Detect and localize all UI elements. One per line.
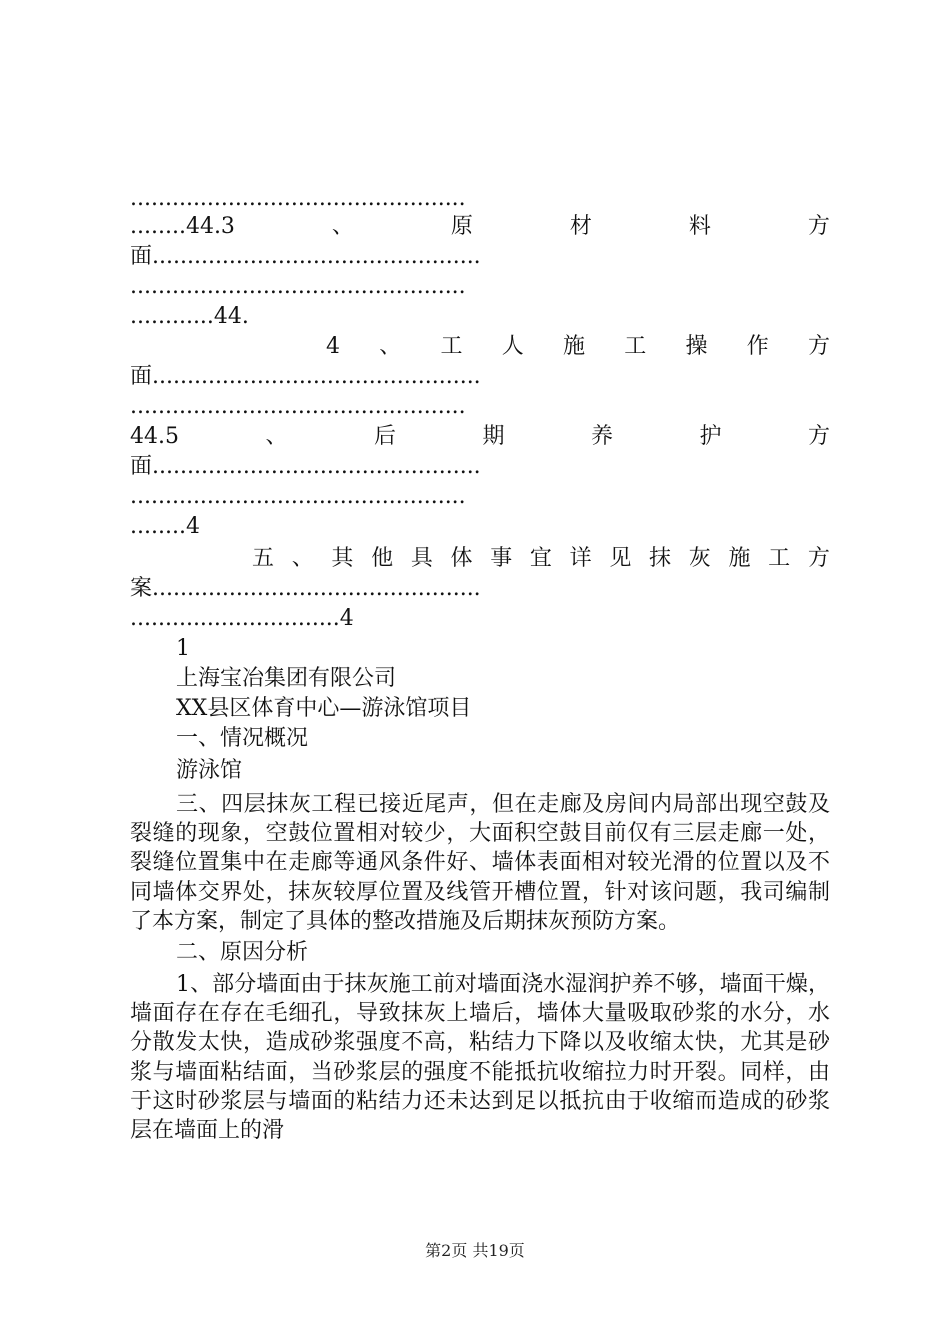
section-heading-cause: 二、原因分析 xyxy=(176,940,309,965)
toc-word: 44.5 xyxy=(130,424,179,449)
page-footer: 第2页 共19页 xyxy=(425,1241,525,1260)
toc-word: 五 xyxy=(252,546,275,571)
toc-word: 人 xyxy=(501,334,524,359)
toc-word: 事 xyxy=(490,546,513,571)
toc-word: 方 xyxy=(807,424,830,449)
toc-word: 操 xyxy=(685,334,708,359)
toc-word: 期 xyxy=(482,424,505,449)
toc-word: 原 xyxy=(450,214,473,239)
toc-word: 见 xyxy=(609,546,632,571)
toc-dots-line: 面............................................... xyxy=(130,244,481,269)
toc-word: 方 xyxy=(807,334,830,359)
toc-word: 、 xyxy=(331,214,354,239)
toc-word: 方 xyxy=(807,214,830,239)
toc-word: 方 xyxy=(807,546,830,571)
toc-word: 材 xyxy=(569,214,592,239)
toc-word: 4 xyxy=(326,334,340,359)
toc-word: 、 xyxy=(291,546,314,571)
project-name: XX县区体育中心—游泳馆项目 xyxy=(176,696,472,721)
paragraph-overview: 三、四层抹灰工程已接近尾声，但在走廊及房间内局部出现空鼓及裂缝的现象，空鼓位置相对较少，大面积空鼓目前仅有三层走廊一处，裂缝位置集中在走廊等通风条件好、墙体表面相对较光滑的位置以及不同墙体交界处，抹灰较厚位置及线管开槽位置，针对该问题，我司编制了本方案，制定了具体的整改措施及后期抹灰预防方案。 xyxy=(130,792,830,934)
toc-dots-line: ........4 xyxy=(130,514,200,539)
toc-dots-line: ................................................ xyxy=(130,394,466,419)
toc-word: 灰 xyxy=(688,546,711,571)
toc-word: 工 xyxy=(768,546,791,571)
building-name: 游泳馆 xyxy=(176,758,243,783)
toc-dots-line: ................................................ xyxy=(130,274,466,299)
toc-entry-lead: ........44.3 xyxy=(130,214,235,239)
toc-entry-4-5 xyxy=(130,422,830,452)
toc-word: 体 xyxy=(450,546,473,571)
toc-dots-line: 面............................................... xyxy=(130,454,481,479)
toc-word: 护 xyxy=(699,424,722,449)
toc-word: 、 xyxy=(265,424,288,449)
toc-word: 详 xyxy=(569,546,592,571)
page-number-marker: 1 xyxy=(176,636,190,661)
toc-dots-line: 案............................................... xyxy=(130,576,481,601)
toc-entry-4-4 xyxy=(326,332,830,362)
paragraph-cause-1: 1、部分墙面由于抹灰施工前对墙面浇水湿润护养不够，墙面干燥，墙面存在存在毛细孔，导致抹灰上墙后，墙体大量吸取砂浆的水分，水分散发太快，造成砂浆强度不高，粘结力下降以及收缩太快，尤其是砂浆与墙面粘结面，当砂浆层的强度不能抵抗收缩拉力时开裂。同样，由于这时砂浆层与墙面的粘结力还未达到足以抵抗由于收缩而造成的砂浆层在墙面上的滑 xyxy=(130,972,830,1144)
toc-word: 其 xyxy=(331,546,354,571)
toc-entry-5 xyxy=(252,544,830,574)
toc-word: 施 xyxy=(562,334,585,359)
toc-word: 工 xyxy=(624,334,647,359)
toc-word: 料 xyxy=(688,214,711,239)
toc-word: 施 xyxy=(728,546,751,571)
toc-dots-line: ................................................ xyxy=(130,186,466,211)
toc-word: 他 xyxy=(371,546,394,571)
toc-word: 宜 xyxy=(529,546,552,571)
toc-word: 、 xyxy=(379,334,402,359)
company-name: 上海宝冶集团有限公司 xyxy=(176,666,397,691)
toc-word: 后 xyxy=(373,424,396,449)
toc-dots-line: ................................................ xyxy=(130,484,466,509)
toc-dots-line: ..............................4 xyxy=(130,606,354,631)
toc-word: 工 xyxy=(440,334,463,359)
toc-word: 抹 xyxy=(649,546,672,571)
section-heading-overview: 一、情况概况 xyxy=(176,726,309,751)
toc-entry-4-3 xyxy=(130,212,830,242)
toc-word: 具 xyxy=(410,546,433,571)
toc-word: 作 xyxy=(746,334,769,359)
toc-dots-line: ............44. xyxy=(130,304,249,329)
toc-word: 养 xyxy=(590,424,613,449)
toc-dots-line: 面............................................... xyxy=(130,364,481,389)
